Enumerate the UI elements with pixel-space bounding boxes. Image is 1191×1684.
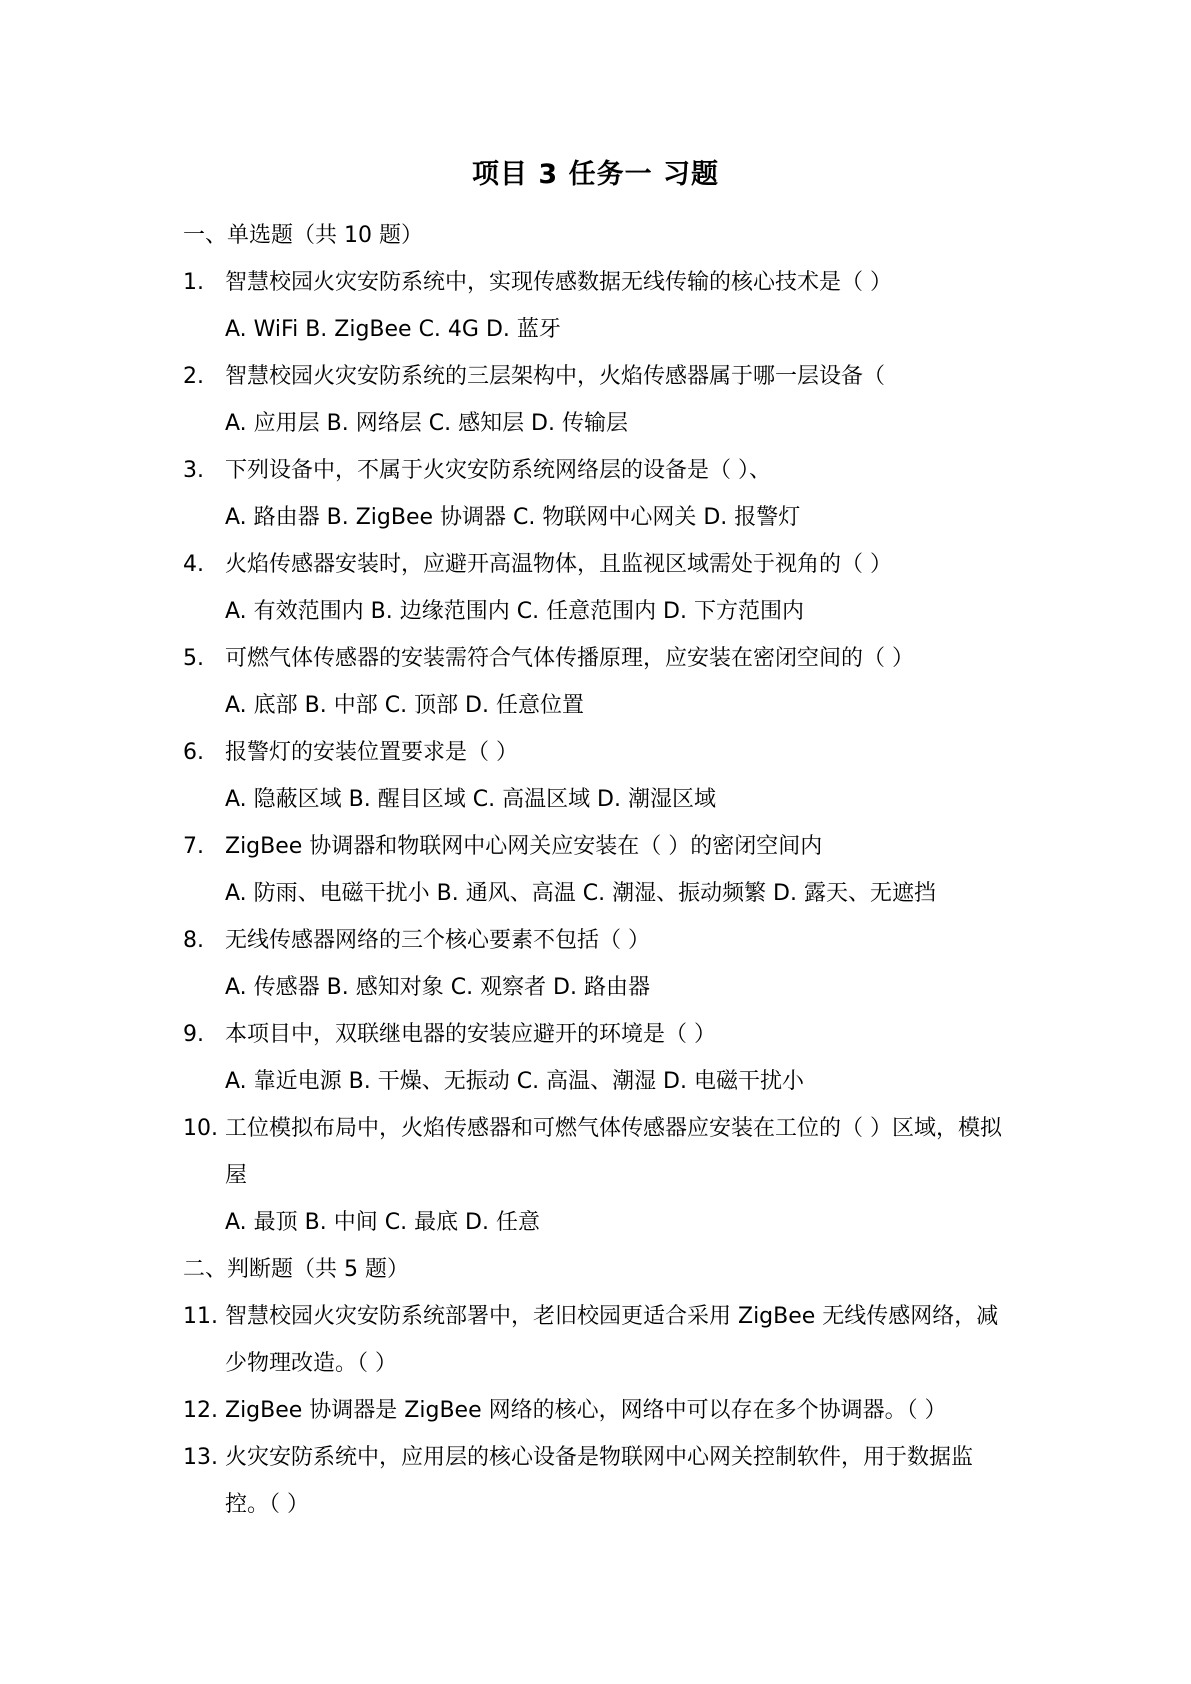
question-12 <box>183 1387 1013 1434</box>
question-number: 13. <box>183 1445 218 1470</box>
question-4 <box>183 541 1013 588</box>
question-text: 无线传感器网络的三个核心要素不包括（ ） <box>225 928 650 953</box>
question-number: 9. <box>183 1022 204 1047</box>
question-number: 1. <box>183 270 204 295</box>
question-5 <box>183 635 1013 682</box>
question-11 <box>183 1293 1013 1387</box>
question-text: 火灾安防系统中，应用层的核心设备是物联网中心网关控制软件，用于数据监控。（ ） <box>225 1445 974 1517</box>
question-text: 可燃气体传感器的安装需符合气体传播原理，应安装在密闭空间的（ ） <box>225 646 914 671</box>
question-text: 智慧校园火灾安防系统中，实现传感数据无线传输的核心技术是（ ） <box>225 270 892 295</box>
question-text: 智慧校园火灾安防系统的三层架构中，火焰传感器属于哪一层设备（ <box>225 364 886 389</box>
question-text: 报警灯的安装位置要求是（ ） <box>225 740 518 765</box>
question-10 <box>183 1105 1013 1199</box>
question-9-options: A. 靠近电源 B. 干燥、无振动 C. 高温、潮湿 D. 电磁干扰小 <box>225 1069 804 1094</box>
question-2-options: A. 应用层 B. 网络层 C. 感知层 D. 传输层 <box>225 411 628 436</box>
question-13 <box>183 1434 1013 1528</box>
question-number: 10. <box>183 1116 218 1141</box>
question-10-options: A. 最顶 B. 中间 C. 最底 D. 任意 <box>225 1210 540 1235</box>
question-number: 11. <box>183 1304 218 1329</box>
question-3 <box>183 447 1013 494</box>
question-8-options: A. 传感器 B. 感知对象 C. 观察者 D. 路由器 <box>225 975 650 1000</box>
section-heading-true-false: 二、判断题（共 5 题） <box>183 1257 409 1282</box>
question-1-options: A. WiFi B. ZigBee C. 4G D. 蓝牙 <box>225 317 561 342</box>
question-text: ZigBee 协调器是 ZigBee 网络的核心，网络中可以存在多个协调器。（ ） <box>225 1398 947 1423</box>
question-number: 4. <box>183 552 204 577</box>
question-1 <box>183 259 1013 306</box>
page-title: 项目 3 任务一 习题 <box>472 159 719 190</box>
question-number: 6. <box>183 740 204 765</box>
exercise-content <box>183 212 1013 1528</box>
question-6-options: A. 隐蔽区域 B. 醒目区域 C. 高温区域 D. 潮湿区域 <box>225 787 716 812</box>
question-text: ZigBee 协调器和物联网中心网关应安装在（ ）的密闭空间内 <box>225 834 823 859</box>
section-heading-single-choice: 一、单选题（共 10 题） <box>183 223 423 248</box>
question-text: 工位模拟布局中，火焰传感器和可燃气体传感器应安装在工位的（ ）区域，模拟屋 <box>225 1116 1002 1188</box>
question-number: 3. <box>183 458 204 483</box>
question-7-options: A. 防雨、电磁干扰小 B. 通风、高温 C. 潮湿、振动频繁 D. 露天、无遮挡 <box>225 881 936 906</box>
question-text: 智慧校园火灾安防系统部署中，老旧校园更适合采用 ZigBee 无线传感网络，减少物理改造。（ ） <box>225 1304 999 1376</box>
question-text: 下列设备中，不属于火灾安防系统网络层的设备是（ ）、 <box>225 458 771 483</box>
question-text: 火焰传感器安装时，应避开高温物体，且监视区域需处于视角的（ ） <box>225 552 892 577</box>
question-7 <box>183 823 1013 870</box>
question-6 <box>183 729 1013 776</box>
question-number: 8. <box>183 928 204 953</box>
question-number: 12. <box>183 1398 218 1423</box>
question-number: 5. <box>183 646 204 671</box>
question-2 <box>183 353 1013 400</box>
question-9 <box>183 1011 1013 1058</box>
question-3-options: A. 路由器 B. ZigBee 协调器 C. 物联网中心网关 D. 报警灯 <box>225 505 801 530</box>
question-8 <box>183 917 1013 964</box>
question-5-options: A. 底部 B. 中部 C. 顶部 D. 任意位置 <box>225 693 584 718</box>
question-4-options: A. 有效范围内 B. 边缘范围内 C. 任意范围内 D. 下方范围内 <box>225 599 804 624</box>
question-number: 2. <box>183 364 204 389</box>
question-number: 7. <box>183 834 204 859</box>
question-text: 本项目中，双联继电器的安装应避开的环境是（ ） <box>225 1022 716 1047</box>
